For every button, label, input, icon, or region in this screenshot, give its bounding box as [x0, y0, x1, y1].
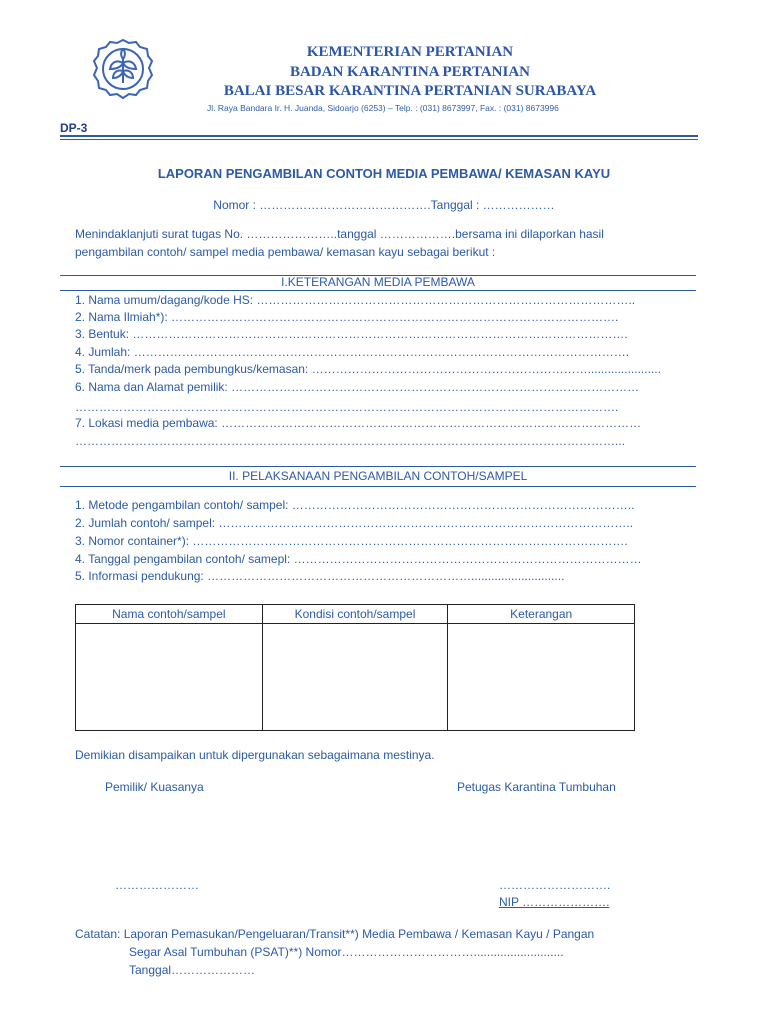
table-cell-remarks[interactable] [448, 624, 635, 731]
section1-item: 4. Jumlah: ……………………………………………………………………………………………………………. [75, 345, 630, 359]
intro-line-1: Menindaklanjuti surat tugas No. …………………..tanggal ……………….bersama ini dilaporkan hasil [75, 227, 604, 241]
section1-rule-bottom [60, 290, 696, 291]
signature-owner-label: Pemilik/ Kuasanya [105, 780, 204, 794]
section1-item: 3. Bentuk: ……………………………………………………………………………………………………………. [75, 327, 628, 341]
signature-owner-line: ………………… [115, 878, 199, 892]
section1-item: ………………………………………………………………………………………………………………………... [75, 434, 626, 448]
note-line-3: Tanggal………………… [129, 963, 256, 977]
section1-heading: I.KETERANGAN MEDIA PEMBAWA [281, 275, 475, 289]
section1-item: 1. Nama umum/dagang/kode HS: ………………………………………………………………………………….. [75, 293, 636, 307]
note-line-2: Segar Asal Tumbuhan (PSAT)**) Nomor……………………………........................... [129, 945, 564, 959]
signature-officer-line: ………………………. [499, 878, 611, 892]
section2-item: 2. Jumlah contoh/ sampel: ………………………………………………………………………………………….. [75, 516, 634, 530]
table-cell-name[interactable] [76, 624, 263, 731]
section2-item: 4. Tanggal pengambilan contoh/ samepl: …………………………………………………………………………… [75, 552, 642, 566]
header-agency: BADAN KARANTINA PERTANIAN [289, 64, 531, 80]
document-title: LAPORAN PENGAMBILAN CONTOH MEDIA PEMBAWA/ KEMASAN KAYU [157, 166, 611, 181]
note-line-1: Catatan: Laporan Pemasukan/Pengeluaran/Transit**) Media Pembawa / Kemasan Kayu / Pangan [75, 927, 595, 941]
header-rule-bottom [60, 139, 698, 140]
nomor-line: Nomor : …………………………………….Tanggal : ……………… [213, 198, 555, 212]
table-header-name: Nama contoh/sampel [76, 605, 263, 624]
table-header-remarks: Keterangan [448, 605, 635, 624]
closing-statement: Demikian disampaikan untuk dipergunakan sebagaimana mestinya. [75, 748, 435, 762]
section2-rule-bottom [60, 486, 696, 487]
table-header-row [76, 605, 635, 624]
table-cell-condition[interactable] [262, 624, 448, 731]
intro-line-2: pengambilan contoh/ sampel media pembawa/ kemasan kayu sebagai berikut : [75, 245, 496, 259]
section1-item: 2. Nama Ilmiah*): …………………………………………………………………………………………………. [75, 310, 619, 324]
sample-table [75, 604, 635, 731]
section1-item: 7. Lokasi media pembawa: …………………………………………………………………………………………… [75, 416, 642, 430]
section2-rule-top [60, 466, 696, 467]
section2-heading: II. PELAKSANAAN PENGAMBILAN CONTOH/SAMPEL [228, 469, 528, 483]
officer-nip: NIP …………………. [499, 895, 610, 909]
section1-item: 5. Tanda/merk pada pembungkus/kemasan: ……………………………………………………………...................... [75, 362, 661, 376]
table-row [76, 624, 635, 731]
section2-item: 3. Nomor container*): ………………………………………………………………………………………………. [75, 534, 628, 548]
section1-item: ………………………………………………………………………………………………………………………. [75, 400, 619, 414]
header-office: BALAI BESAR KARANTINA PERTANIAN SURABAYA [223, 83, 597, 99]
section2-item: 5. Informasi pendukung: …………………………………………………………............................ [75, 569, 565, 583]
table-header-condition: Kondisi contoh/sampel [262, 605, 448, 624]
header-rule-top [60, 135, 698, 137]
section2-item: 1. Metode pengambilan contoh/ sampel: ………………………………………………………………………….. [75, 498, 635, 512]
section1-item: 6. Nama dan Alamat pemilik: ………………………………………………………………………………………… [75, 380, 640, 394]
form-code: DP-3 [60, 121, 88, 135]
header-ministry: KEMENTERIAN PERTANIAN [306, 44, 514, 60]
signature-officer-label: Petugas Karantina Tumbuhan [457, 780, 616, 794]
header-address: Jl. Raya Bandara Ir. H. Juanda, Sidoarjo (6253) – Telp. : (031) 8673997, Fax. : (031) 8673996 [207, 103, 559, 113]
